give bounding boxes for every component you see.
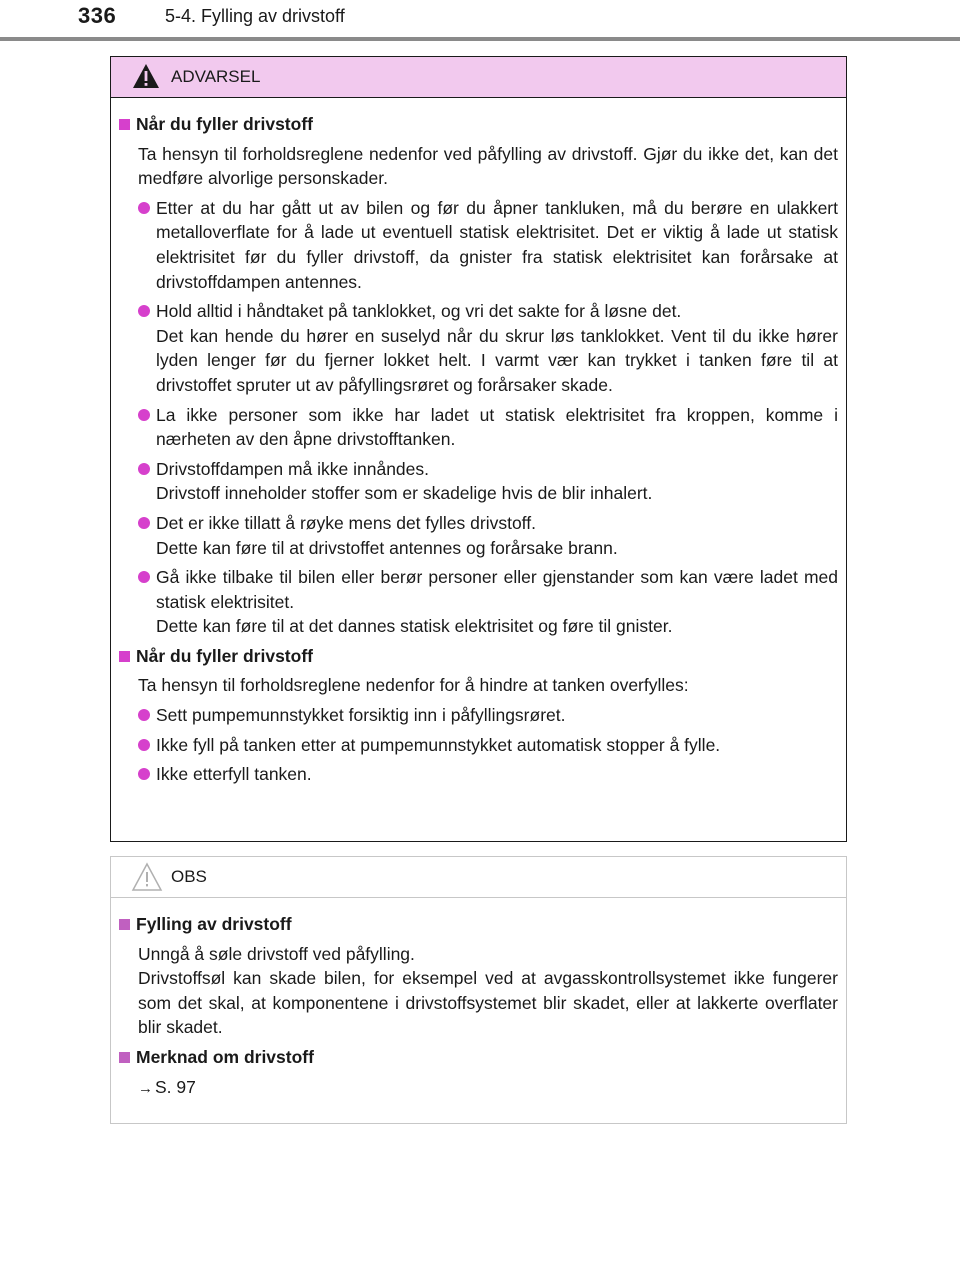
warning-box [110,56,847,842]
list-item-text [156,703,838,728]
warning-title: ADVARSEL [171,67,261,86]
circle-bullet-icon [138,709,150,721]
list-item-line: Gå ikke tilbake til bilen eller berør personer eller gjenstander som kan være ladet med statisk elektrisitet. [156,567,838,612]
list-item [118,565,838,639]
caution-triangle-icon [131,862,163,897]
list-item-line: Det er ikke tillatt å røyke mens det fylles drivstoff. [156,512,536,533]
list-item-line: Drivstoffdampen må ikke innåndes. [156,458,430,479]
circle-bullet-icon [138,202,150,214]
right-arrow-icon: → [138,1079,153,1097]
section-intro: Ta hensyn til forholdsreglene nedenfor for å hindre at tanken overfylles: [138,675,689,696]
header-rule [0,37,960,41]
list-item [118,457,838,506]
square-bullet-icon [119,1052,130,1063]
list-item [118,511,838,560]
list-item-line: Drivstoff inneholder stoffer som er skadelige hvis de blir inhalert. [156,483,653,504]
section-heading [118,644,838,669]
list-item [118,403,838,452]
list-item [118,733,838,758]
section-intro: Ta hensyn til forholdsreglene nedenfor ved påfylling av drivstoff. Gjør du ikke det, kan det medføre alvorlige personskader. [138,143,838,189]
section-heading [118,1045,838,1070]
section-title: 5-4. Fylling av drivstoff [165,6,345,26]
list-item-text [156,457,838,506]
list-item-line: Hold alltid i håndtaket på tanklokket, og vri det sakte for å løsne det. [156,301,682,322]
circle-bullet-icon [138,517,150,529]
list-item-text [156,733,838,758]
section-line: Unngå å søle drivstoff ved påfylling. [138,943,415,964]
circle-bullet-icon [138,768,150,780]
list-item [118,299,838,397]
circle-bullet-icon [138,409,150,421]
list-item [118,196,838,294]
list-item-line: Det kan hende du hører en suselyd når du skrur løs tanklokket. Vent til du ikke hører lyden lenger før du fjerner lokket helt. I varmt vær kan trykket i tanken føre til at drivstoffet spruter ut av påfyllingsrøret og forårsaker skade. [156,325,838,395]
list-item-text [156,403,838,452]
circle-bullet-icon [138,571,150,583]
caution-header [111,857,846,898]
section-line: Drivstoffsøl kan skade bilen, for eksempel ved at avgasskontrollsystemet ikke fungerer som det skal, at komponentene i drivstoffsystemet blir skadet, eller at lakkerte overflater blir skadet. [138,968,838,1038]
circle-bullet-icon [138,739,150,751]
list-item-line: Etter at du har gått ut av bilen og før du åpner tankluken, må du berøre en ulakkert metalloverflate for å lade ut eventuell statisk elektrisitet. Det er viktig å lade ut statisk elektrisitet før du fyller drivstoff, da gnister fra statisk elektrisitet kan forårsake at drivstoffdampen antennes. [156,197,838,292]
list-item-text [156,299,838,397]
list-item-text [156,762,838,787]
list-item-text [156,565,838,639]
circle-bullet-icon [138,463,150,475]
square-bullet-icon [119,919,130,930]
square-bullet-icon [119,119,130,130]
section-heading [118,912,838,937]
section-heading [118,112,838,137]
square-bullet-icon [119,651,130,662]
list-item-line: Ikke fyll på tanken etter at pumpemunnstykket automatisk stopper å fylle. [156,734,721,755]
list-item-line: La ikke personer som ikke har ladet ut statisk elektrisitet fra kroppen, komme i nærheten av den åpne drivstofftanken. [156,404,838,450]
list-item-line: Dette kan føre til at det dannes statisk elektrisitet og føre til gnister. [156,616,673,637]
page-number: 336 [78,3,117,28]
circle-bullet-icon [138,305,150,317]
list-item [118,762,838,787]
list-item-text [156,196,838,294]
list-item-text [156,511,838,560]
section-title-text: Merknad om drivstoff [136,1046,314,1067]
warning-header [111,57,846,98]
list-item [118,703,838,728]
list-item-line: Dette kan føre til at drivstoffet antennes og forårsake brann. [156,537,618,558]
caution-body [111,898,846,1101]
caution-title: OBS [171,867,207,886]
page-reference [118,1075,838,1102]
list-item-line: Sett pumpemunnstykket forsiktig inn i påfyllingsrøret. [156,705,566,726]
section-title-text: Når du fyller drivstoff [136,645,313,666]
page-reference-text: S. 97 [155,1076,196,1097]
warning-body [111,98,846,787]
warning-triangle-icon [131,62,161,95]
section-text [118,942,838,1040]
section-title-text: Fylling av drivstoff [136,914,292,934]
list-item-line: Ikke etterfyll tanken. [156,764,312,785]
caution-box [110,856,847,1124]
section-title-text: Når du fyller drivstoff [136,114,313,134]
